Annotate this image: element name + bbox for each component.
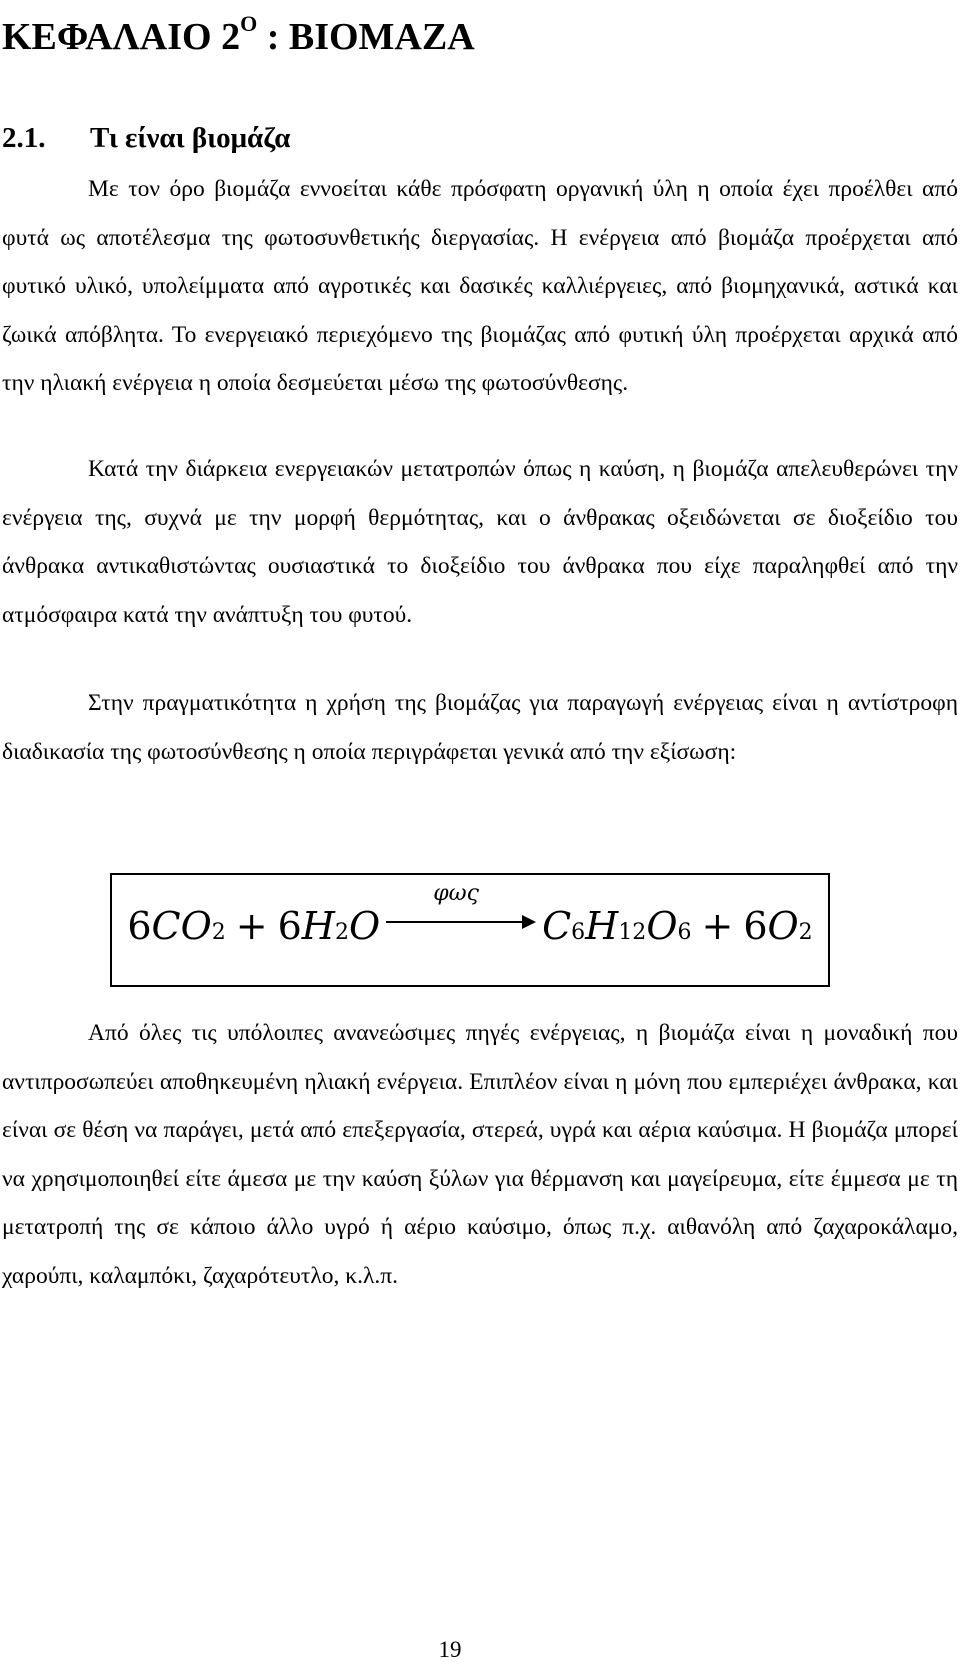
- product1-hydrogen: H: [585, 904, 619, 948]
- reactant2-hydrogen: H: [301, 904, 335, 948]
- reactant1-coefficient: 6: [127, 904, 152, 948]
- equation-box: [110, 873, 830, 987]
- reactant2-coefficient: 6: [277, 904, 302, 948]
- paragraph-definition: Με τον όρο βιομάζα εννοείται κάθε πρόσφατη οργανική ύλη η οποία έχει προέλθει από φυτά ως αποτέλεσμα της φωτοσυνθετικής διεργασίας. Η ενέργεια από βιομάζα προέρχεται από φυτικό υλικό, υπολείμματα από αγροτικές και δασικές καλλιέργειες, από βιομηχανικά, αστικά και ζωικά απόβλητα. Το ενεργειακό περιεχόμενο της βιομάζας από φυτική ύλη προέρχεται αρχικά από την ηλιακή ενέργεια η οποία δεσμεύεται μέσω της φωτοσύνθεσης.: [2, 176, 958, 396]
- product2-oxygen: O: [767, 904, 799, 948]
- arrow-line: [386, 921, 526, 923]
- product2-coefficient: 6: [743, 904, 768, 948]
- plus-sign-2: +: [701, 904, 734, 948]
- page-number: 19: [438, 1637, 462, 1662]
- paragraph-reverse-photosynthesis: Στην πραγματικότητα η χρήση της βιομάζας για παραγωγή ενέργειας είναι η αντίστροφη διαδικασία της φωτοσύνθεσης η οποία περιγράφεται γενικά από την εξίσωση:: [2, 690, 958, 765]
- product1-oxygen: O: [646, 904, 678, 948]
- reactant2-subscript: 2: [334, 920, 349, 945]
- chapter-title-rest: : ΒΙΟΜΑΖΑ: [257, 16, 475, 58]
- reactant2-oxygen: O: [348, 904, 381, 948]
- product1-carbon: C: [542, 904, 572, 948]
- reaction-arrow: [386, 881, 536, 939]
- product2-subscript: 2: [798, 920, 813, 945]
- arrow-label: φως: [433, 881, 479, 906]
- paragraph-unique-properties: Από όλες τις υπόλοιπες ανανεώσιμες πηγές ενέργειας, η βιομάζα είναι η μοναδική που αντιπροσωπεύει αποθηκευμένη ηλιακή ενέργεια. Επιπλέον είναι η μόνη που εμπεριέχει άνθρακα, και είναι σε θέση να παράγει, μετά από επεξεργασία, στερεά, υγρά και αέρια καύσιμα. Η βιομάζα μπορεί να χρησιμοποιηθεί είτε άμεσα με την καύση ξύλων για θέρμανση και μαγείρευμα, είτε έμμεσα με τη μετατροπή της σε κάποιο άλλο υγρό ή αέριο καύσιμο, όπως π.χ. αιθανόλη από ζαχαροκάλαμο, χαρούπι, καλαμπόκι, ζαχαρότευτλο, κ.λ.π.: [2, 1020, 958, 1289]
- section-heading: [2, 120, 290, 156]
- paragraph-combustion: Κατά την διάρκεια ενεργειακών μετατροπών όπως η καύση, η βιομάζα απελευθερώνει την ενέργεια της, συχνά με την μορφή θερμότητας, και ο άνθρακας οξειδώνεται σε διοξείδιο του άνθρακα αντικαθιστώντας ουσιαστικά το διοξείδιο του άνθρακα που είχε παραληφθεί από την ατμόσφαιρα κατά την ανάπτυξη του φυτού.: [2, 456, 958, 628]
- section-title: Τι είναι βιομάζα: [90, 122, 291, 154]
- section-number: 2.1.: [2, 122, 46, 154]
- reactant1-formula: CO: [151, 904, 212, 948]
- arrow-head-icon: [522, 915, 536, 929]
- product1-carbon-subscript: 6: [571, 920, 586, 945]
- chapter-title-superscript: Ο: [240, 11, 258, 36]
- reactant1-subscript: 2: [211, 920, 226, 945]
- plus-sign-1: +: [235, 904, 268, 948]
- product1-hydrogen-subscript: 12: [618, 920, 647, 945]
- chapter-title-main: ΚΕΦΑΛΑΙΟ 2: [2, 16, 241, 58]
- chapter-title: [2, 2, 475, 59]
- chemical-equation: [122, 881, 818, 948]
- product1-oxygen-subscript: 6: [677, 920, 692, 945]
